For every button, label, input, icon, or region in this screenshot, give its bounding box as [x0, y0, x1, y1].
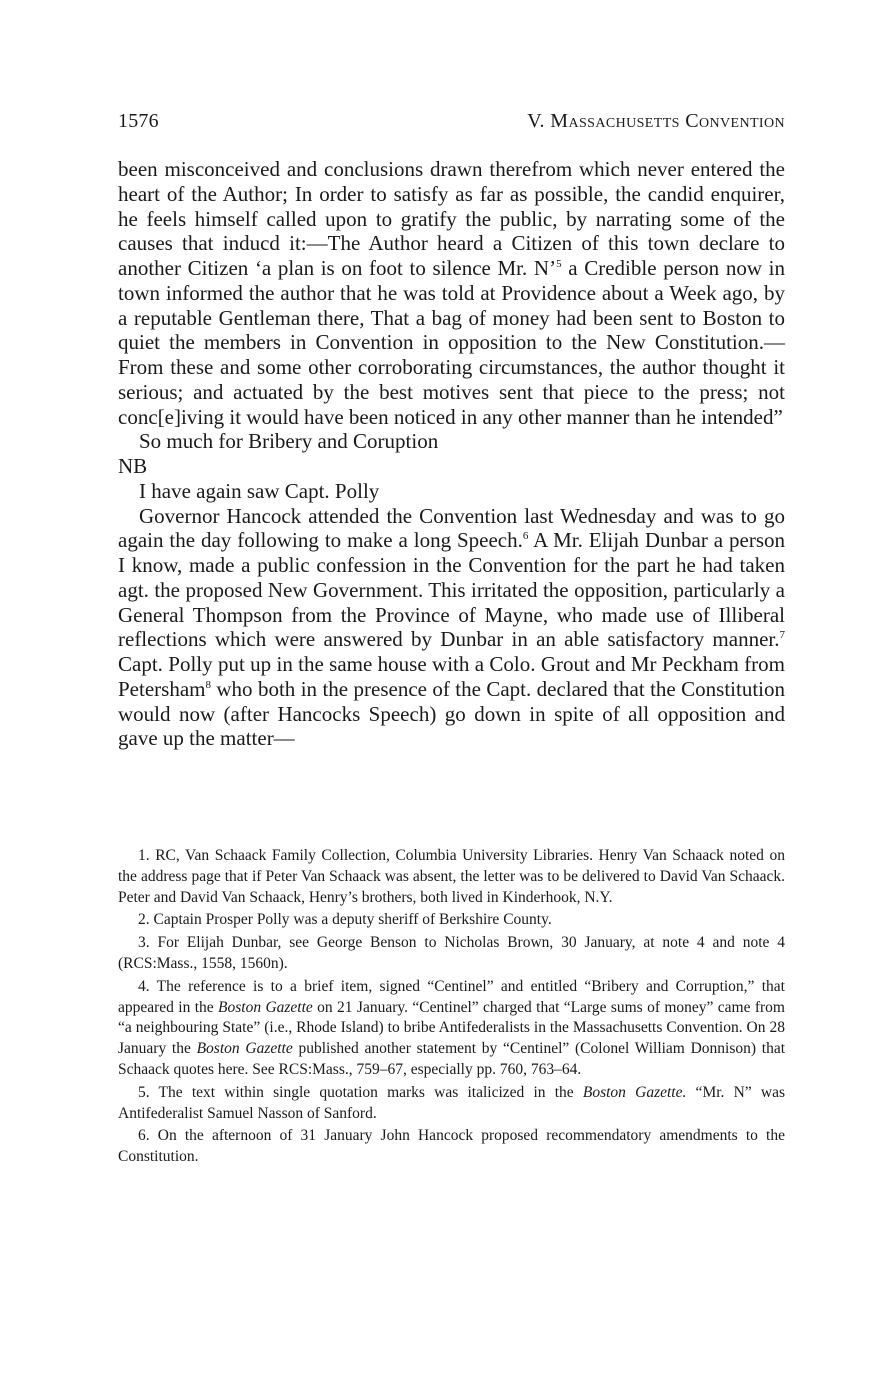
footnote-4 — [118, 977, 785, 1081]
footnote-ref-6: 6 — [522, 530, 529, 543]
footnote-ref-5: 5 — [556, 258, 562, 270]
letter-body — [118, 157, 785, 751]
footnote-text: published another statement by “Centinel” (Colonel William Donnison) that Schaack quotes here. See RCS:Mass., 759–67, especially pp. 760, 763–64. — [118, 1040, 786, 1078]
footnote-2: 2. Captain Prosper Polly was a deputy sheriff of Berkshire County. — [138, 911, 552, 929]
body-paragraph — [118, 504, 785, 752]
footnote-italic: Boston Gazette — [218, 998, 313, 1016]
footnotes — [118, 846, 785, 1168]
body-text-segment: Capt. Polly put up in the same house with a Colo. Grout and Mr Peckham from Petersham — [118, 652, 785, 701]
footnote-ref-7: 7 — [779, 629, 785, 642]
footnote-ref-8: 8 — [205, 678, 211, 691]
footnote-italic: Boston Gazette. — [582, 1083, 687, 1101]
page-header — [118, 110, 785, 133]
footnote-text: on 21 January. “Centinel” charged that “Large sums of money” came from “a neighbouring State” (i.e., Rhode Island) to bribe Antifederalists in the Massachusetts Convention. On 28 January the — [118, 998, 785, 1058]
body-text-segment: who both in the presence of the Capt. declared that the Constitution would now (after Hancocks Speech) go down in spite of all opposition and gave up the matter— — [118, 676, 785, 751]
body-text-segment: a Credible person now in town informed the author that he was told at Providence about a Week ago, by a reputable Gentleman there, That a bag of money had been sent to Boston to quiet the members in Convention in opposition to the New Constitution.—From these and some other corroborating circumstances, the author thought it serious; and actuated by the best motives sent that piece to the press; not conc[e]iving it would have been noticed in any other manner than he intended” — [118, 256, 785, 429]
page-number: 1576 — [118, 110, 159, 132]
body-paragraph: So much for Bribery and Coruption — [139, 429, 439, 454]
running-head: V. Massachusetts Convention — [527, 110, 785, 132]
body-paragraph — [118, 157, 785, 429]
body-text-segment: A Mr. Elijah Dunbar a person I know, made a public confession in the Convention for the part he had taken agt. the proposed New Government. This irritated the opposition, particularly a General Thompson from the Province of Mayne, who made use of Illiberal reflections which were answered by Dunbar in an able satisfactory manner. — [118, 528, 785, 652]
footnote-6: 6. On the afternoon of 31 January John Hancock proposed recommendatory amendments to the Constitution. — [118, 1127, 785, 1166]
footnote-3: 3. For Elijah Dunbar, see George Benson to Nicholas Brown, 30 January, at note 4 and note 4 (RCS:Mass., 1558, 1560n). — [118, 934, 785, 972]
body-text-segment: Governor Hancock attended the Convention last Wednesday and was to go again the day following to make a long Speech. — [118, 503, 785, 553]
footnote-italic: Boston Gazette — [196, 1040, 293, 1058]
footnote-text: 4. The reference is to a brief item, signed “Centinel” and entitled “Bribery and Corruption,” that appeared in the — [118, 977, 785, 1016]
footnote-5 — [118, 1083, 785, 1125]
footnote-text: 5. The text within single quotation marks was italicized in the — [138, 1083, 583, 1101]
footnote-1: 1. RC, Van Schaack Family Collection, Columbia University Libraries. Henry Van Schaack noted on the address page that if Peter Van Schaack was absent, the letter was to be delivered to David Van Schaack. Peter and David Van Schaack, Henry’s brothers, both lived in Kinderhook, N.Y. — [118, 847, 785, 906]
footnote-text: “Mr. N” was Antifederalist Samuel Nasson of Sanford. — [118, 1083, 785, 1122]
body-paragraph: NB — [118, 454, 148, 478]
body-text-segment: been misconceived and conclusions drawn therefrom which never entered the heart of the Author; In order to satisfy as far as possible, the candid enquirer, he feels himself called upon to gratify the public, by narrating some of the causes that inducd it:—The Author heard a Citizen of this town declare to another Citizen ‘a plan is on foot to silence Mr. N’ — [118, 157, 785, 280]
body-paragraph: I have again saw Capt. Polly — [139, 478, 380, 503]
